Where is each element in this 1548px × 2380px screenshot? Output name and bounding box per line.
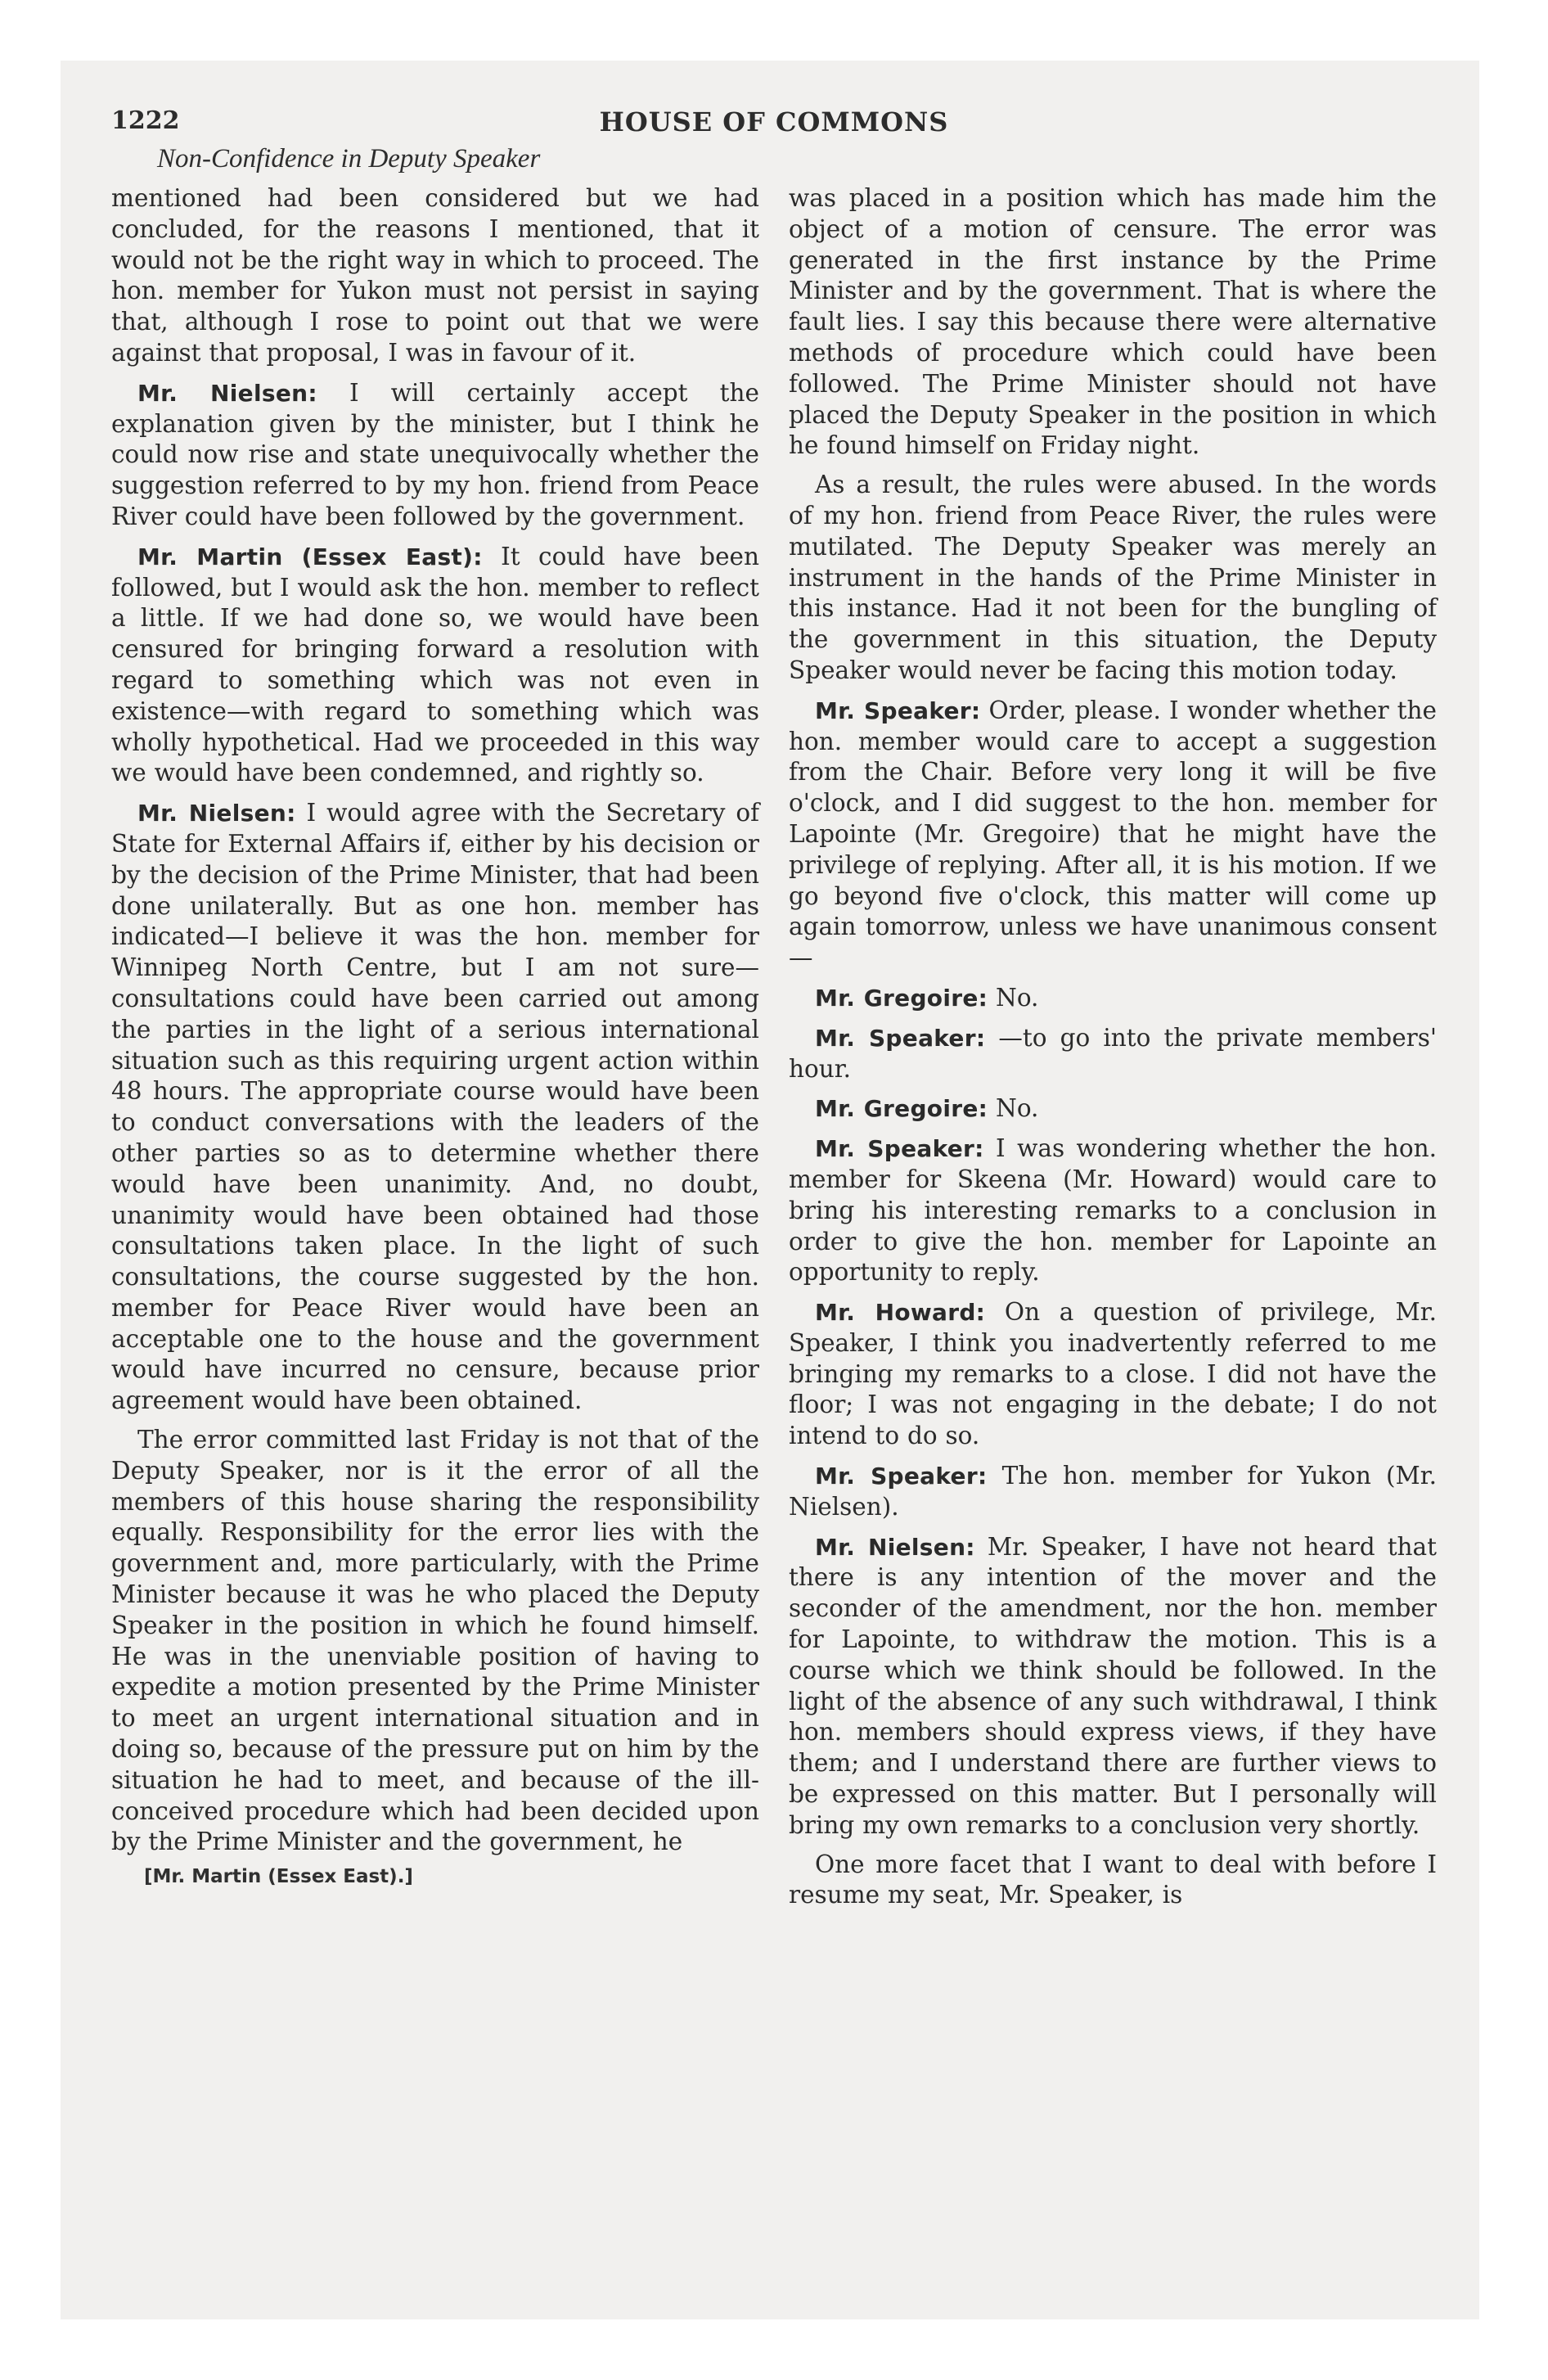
speech-text: Mr. Speaker, I have not heard that there is any intention of the mover and the seconder of the amendment, nor the hon. member for Lapointe, to withdraw the motion. This is a course which we think should be followed. In the light of the absence of any such withdrawal, I think hon. members should express views, if they have them; and I understand there are further views to be expressed on this matter. But I personally will bring my own remarks to a conclusion very shortly. [789, 1532, 1437, 1839]
speech-paragraph [789, 1297, 1437, 1452]
speaker-name: Mr. Martin (Essex East): [137, 543, 483, 570]
speaker-name: Mr. Speaker: [815, 1135, 984, 1163]
paragraph: was placed in a position which has made him the object of a motion of censure. The error was generated in the first instance by the Prime Minister and by the government. That is where the fault lies. I say this because there were alternative methods of procedure which could have been followed. The Prime Minister should not have placed the Deputy Speaker in the position in which he found himself on Friday night. [789, 184, 1437, 460]
speech-text: —to go into the private members' hour. [789, 1023, 1438, 1083]
speaker-name: Mr. Nielsen: [137, 379, 317, 407]
page-title: HOUSE OF COMMONS [599, 106, 949, 137]
speech-text: Order, please. I wonder whether the hon. member would care to accept a suggestion from the Chair. Before very long it will be five o'clock, and I did suggest to the hon. member for Lapointe (Mr. Gregoire) that he might have the privilege of replying. After all, it is his motion. If we go beyond five o'clock, this matter will come up again tomorrow, unless we have unanimous consent— [789, 696, 1437, 972]
right-column [789, 183, 1437, 1911]
speech-text: No. [988, 983, 1039, 1012]
speech-text: The hon. member for Yukon (Mr. Nielsen). [789, 1462, 1438, 1521]
speech-paragraph [789, 1093, 1437, 1125]
speech-paragraph [111, 798, 759, 1417]
page-background [61, 61, 1479, 2319]
speaker-name: Mr. Speaker: [815, 1463, 988, 1490]
speaker-name: Mr. Nielsen: [137, 800, 296, 827]
speech-text: No. [988, 1094, 1039, 1123]
running-head [111, 106, 1437, 144]
speech-paragraph [789, 1023, 1437, 1085]
text-columns [111, 183, 1437, 1911]
speech-paragraph [111, 378, 759, 533]
speech-text: I will certainly accept the explanation given by the minister, but I think he could now rise and state unequivocally whether the suggestion referred to by my hon. friend from Peace River could have been followed by the government. [111, 378, 759, 530]
left-column [111, 183, 759, 1911]
speech-text: I was wondering whether the hon. member for Skeena (Mr. Howard) would care to bring his interesting remarks to a conclusion in order to give the hon. member for Lapointe an opportunity to reply. [789, 1134, 1437, 1287]
speech-paragraph [789, 1134, 1437, 1288]
speaker-name: Mr. Howard: [815, 1299, 986, 1327]
speech-paragraph [111, 542, 759, 789]
speech-paragraph [789, 983, 1437, 1014]
speaker-name: Mr. Nielsen: [815, 1533, 975, 1561]
speech-paragraph [789, 1461, 1437, 1523]
speaker-name: Mr. Gregoire: [815, 1095, 988, 1123]
speaker-name: Mr. Gregoire: [815, 984, 988, 1012]
page-number: 1222 [111, 106, 180, 135]
paragraph: mentioned had been considered but we had concluded, for the reasons I mentioned, that it would not be the right way in which to proceed. The hon. member for Yukon must not persist in saying that, although I rose to point out that we were against that proposal, I was in favour of it. [111, 184, 759, 367]
paragraph: The error committed last Friday is not that of the Deputy Speaker, nor is it the error of all the members of this house sharing the responsibility equally. Responsibility for the error lies with the government and, more particularly, with the Prime Minister because it was he who placed the Deputy Speaker in the position in which he found himself. He was in the unenviable position of having to expedite a motion presented by the Prime Minister to meet an urgent international situation and in doing so, because of the pressure put on him by the situation he had to meet, and because of the ill-conceived procedure which had been decided upon by the Prime Minister and the government, he [111, 1426, 759, 1856]
speech-paragraph [789, 696, 1437, 974]
footer-note: [Mr. Martin (Essex East).] [144, 1866, 413, 1888]
paragraph: One more facet that I want to deal with before I resume my seat, Mr. Speaker, is [789, 1850, 1437, 1909]
speech-text: On a question of privilege, Mr. Speaker, I think you inadvertently referred to me bringing my remarks to a close. I did not have the floor; I was not engaging in the debate; I do not intend to do so. [789, 1298, 1437, 1450]
paragraph: As a result, the rules were abused. In the words of my hon. friend from Peace River, the rules were mutilated. The Deputy Speaker was merely an instrument in the hands of the Prime Minister in this instance. Had it not been for the bungling of the government in this situation, the Deputy Speaker would never be facing this motion today. [789, 471, 1437, 684]
speaker-name: Mr. Speaker: [815, 1024, 986, 1052]
speech-paragraph [789, 1532, 1437, 1841]
section-subtitle: Non-Confidence in Deputy Speaker [157, 144, 541, 174]
speech-text: I would agree with the Secretary of State for External Affairs if, either by his decision or by the decision of the Prime Minister, that had been done unilaterally. But as one hon. member has indicated—I believe it was the hon. member for Winnipeg North Centre, but I am not sure—consultations could have been carried out among the parties in the light of a serious international situation such as this requiring urgent action within 48 hours. The appropriate course would have been to conduct conversations with the leaders of the other parties so as to determine whether there would have been unanimity. And, no doubt, unanimity would have been obtained had those consultations taken place. In the light of such consultations, the course suggested by the hon. member for Peace River would have been an acceptable one to the house and the government would have incurred no censure, because prior agreement would have been obtained. [111, 799, 759, 1415]
speaker-name: Mr. Speaker: [815, 696, 981, 724]
speech-text: It could have been followed, but I would ask the hon. member to reflect a little. If we had done so, we would have been censured for bringing forward a resolution with regard to something which was not even in existence—with regard to something which was wholly hypothetical. Had we proceeded in this way we would have been condemned, and rightly so. [111, 542, 759, 787]
page [111, 106, 1437, 1911]
